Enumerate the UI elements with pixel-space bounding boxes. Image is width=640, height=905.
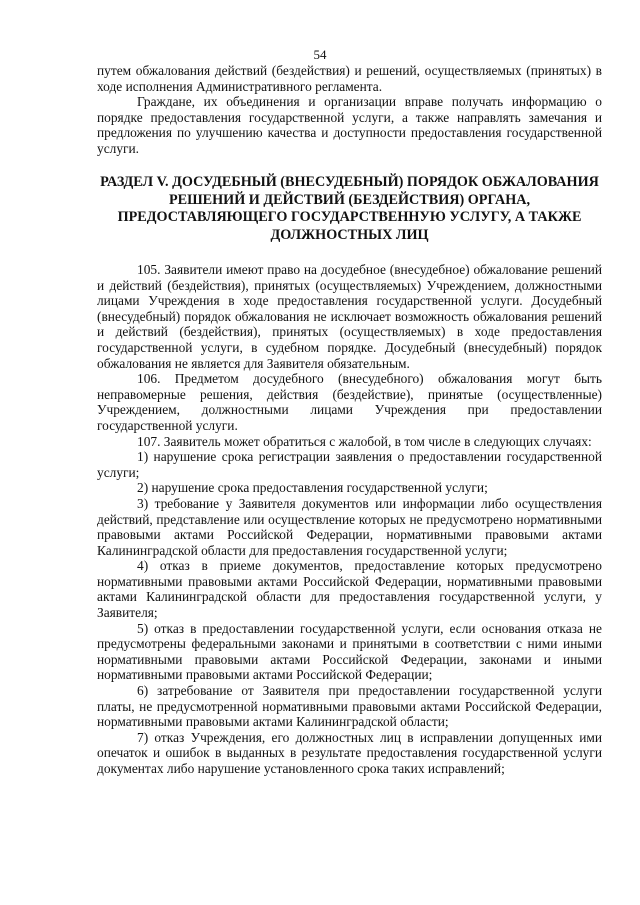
intro-continuation: путем обжалования действий (бездействия) и решений, осуществляемых (принятых) в ходе исполнения Административного регламента.: [97, 63, 602, 94]
intro-paragraph: Граждане, их объединения и организации вправе получать информацию о порядке предоставления государственной услуги, а также направлять замечания и предложения по улучшению качества и доступности предоставления государственной услуги.: [97, 94, 602, 156]
case-item-3: 3) требование у Заявителя документов или информации либо осуществления действий, представление или осуществление которых не предусмотрено нормативными правовыми актами Российской Федерации, нормативными правовыми актами Калининградской области для предоставления государственной услуги;: [97, 495, 602, 558]
paragraph-106: 106. Предметом досудебного (внесудебного) обжалования могут быть неправомерные решения, действия (бездействие), принятые (осуществленные) Учреждением, должностными лицами Учреждения при предоставлении государственной услуги.: [97, 371, 602, 433]
case-item-1: 1) нарушение срока регистрации заявления о предоставлении государственной услуги;: [97, 449, 602, 480]
case-item-2: 2) нарушение срока предоставления государственной услуги;: [137, 480, 488, 496]
paragraph-107: 107. Заявитель может обратиться с жалобой, в том числе в следующих случаях:: [137, 433, 592, 449]
paragraph-105: 105. Заявители имеют право на досудебное (внесудебное) обжалование решений и действий (бездействия), принятых (осуществляемых) Учреждением, должностными лицами Учреждения в ходе предоставления государственной услуги. Досудебный (внесудебный) порядок обжалования не исключает возможность обжалования решений и действий (бездействия), принятых (осуществляемых) в ходе предоставления государственной услуги, в судебном порядке. Досудебный (внесудебный) порядок обжалования не является для Заявителя обязательным.: [97, 262, 602, 371]
section-body: [97, 262, 602, 777]
case-item-7: 7) отказ Учреждения, его должностных лиц в исправлении допущенных ими опечаток и ошибок в выданных в результате предоставления государственной услуги документах либо нарушение установленного срока таких исправлений;: [97, 729, 602, 776]
intro-block: [97, 63, 602, 157]
case-item-5: 5) отказ в предоставлении государственной услуги, если основания отказа не предусмотрены федеральными законами и принятыми в соответствии с ними иными нормативными правовыми актами Российской Федерации, законами и иными нормативными правовыми актами Российской Федерации;: [97, 620, 602, 683]
section-heading: РАЗДЕЛ V. ДОСУДЕБНЫЙ (ВНЕСУДЕБНЫЙ) ПОРЯДОК ОБЖАЛОВАНИЯ РЕШЕНИЙ И ДЕЙСТВИЙ (БЕЗДЕЙСТВИЯ) ОРГАНА, ПРЕДОСТАВЛЯЮЩЕГО ГОСУДАРСТВЕННУЮ УСЛУГУ, А ТАКЖЕ ДОЛЖНОСТНЫХ ЛИЦ: [100, 174, 599, 243]
case-item-6: 6) затребование от Заявителя при предоставлении государственной услуги платы, не предусмотренной нормативными правовыми актами Российской Федерации, нормативными правовыми актами Калининградской области;: [97, 683, 602, 730]
page-number: 54: [313, 47, 327, 62]
case-item-4: 4) отказ в приеме документов, предоставление которых предусмотрено нормативными правовыми актами Российской Федерации, нормативными правовыми актами Калининградской области для предоставления государственной услуги, у Заявителя;: [97, 558, 602, 621]
